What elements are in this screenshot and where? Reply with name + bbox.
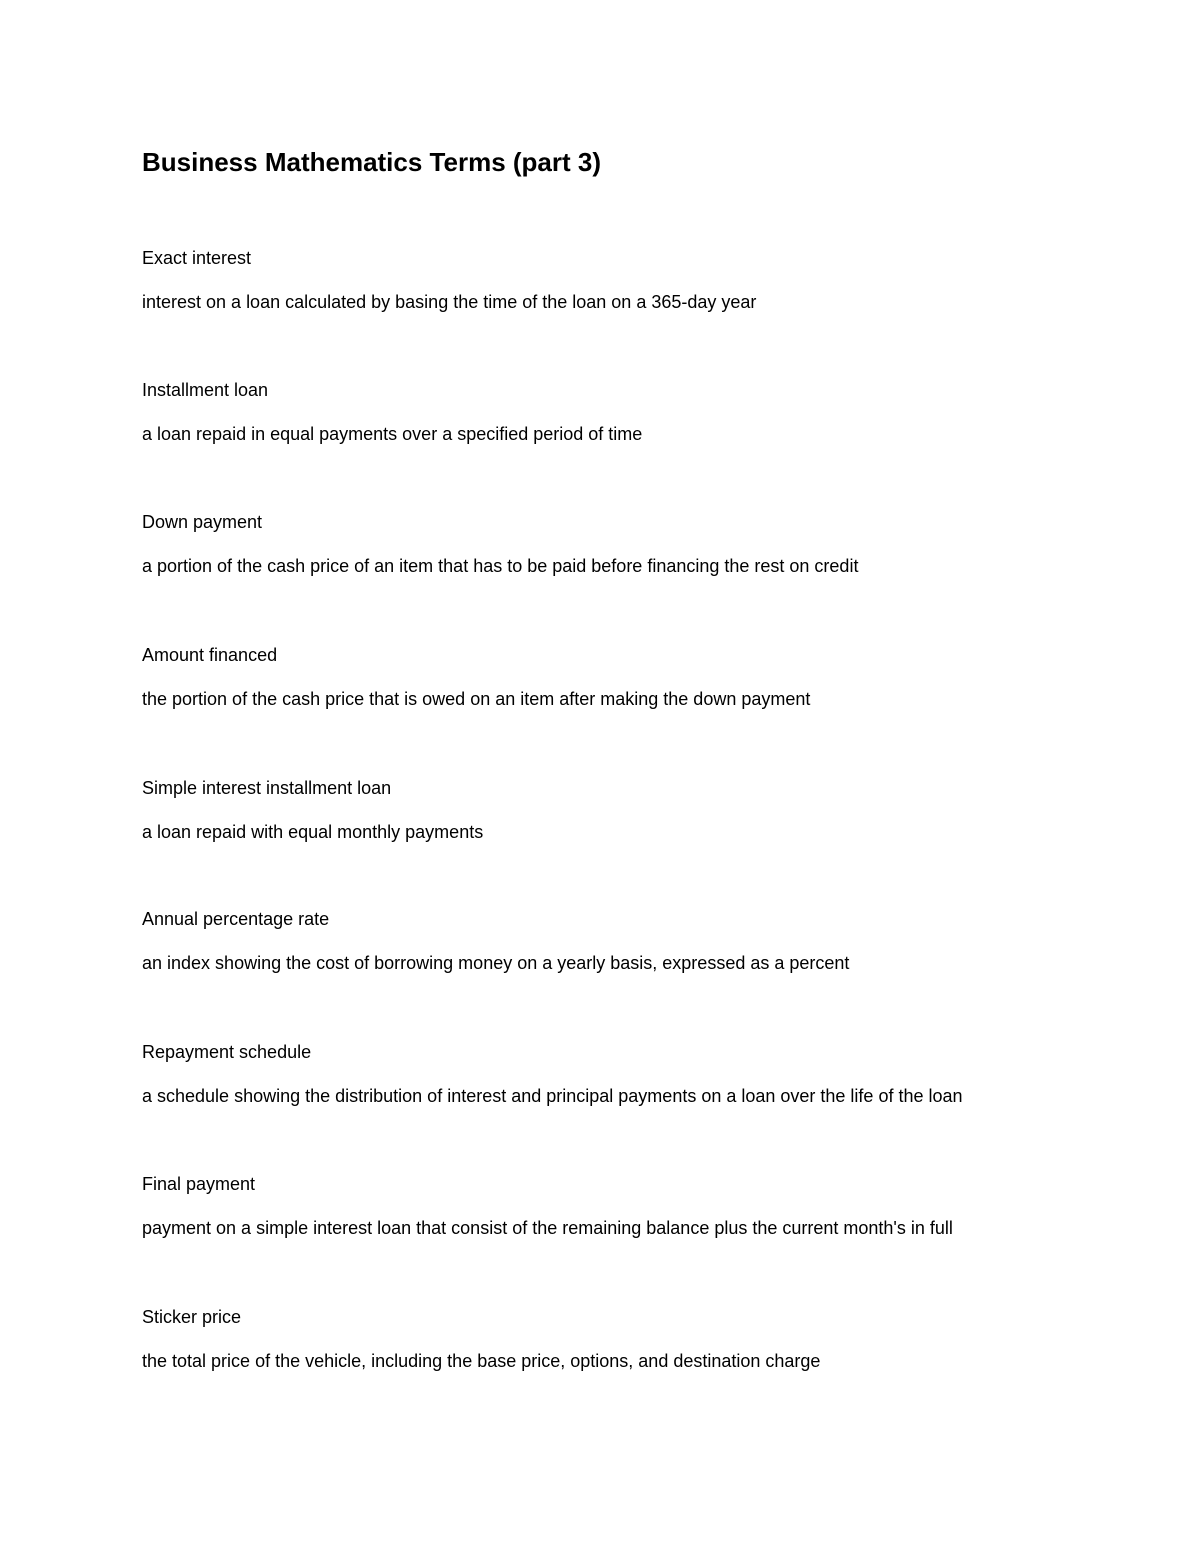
term-entry-sticker-price	[142, 1305, 1142, 1373]
term-definition: an index showing the cost of borrowing money on a yearly basis, expressed as a percent	[142, 953, 850, 973]
term-definition: the portion of the cash price that is owed on an item after making the down payment	[142, 689, 811, 709]
term-name: Exact interest	[142, 248, 252, 268]
term-definition: a portion of the cash price of an item that has to be paid before financing the rest on credit	[142, 556, 859, 576]
term-entry-amount-financed	[142, 643, 1142, 711]
term-name: Simple interest installment loan	[142, 778, 392, 798]
term-definition: a schedule showing the distribution of interest and principal payments on a loan over the life of the loan	[142, 1086, 963, 1106]
term-entry-down-payment	[142, 510, 1142, 578]
term-definition: the total price of the vehicle, including the base price, options, and destination charge	[142, 1351, 821, 1371]
term-entry-simple-interest-installment-loan	[142, 776, 1142, 844]
term-definition: payment on a simple interest loan that consist of the remaining balance plus the current month's in full	[142, 1218, 953, 1238]
term-entry-annual-percentage-rate	[142, 907, 1142, 975]
term-definition: a loan repaid in equal payments over a specified period of time	[142, 424, 643, 444]
term-entry-exact-interest	[142, 246, 1142, 314]
term-entry-repayment-schedule	[142, 1040, 1142, 1108]
term-name: Down payment	[142, 512, 263, 532]
term-name: Annual percentage rate	[142, 909, 330, 929]
term-name: Installment loan	[142, 380, 269, 400]
document-title: Business Mathematics Terms (part 3)	[142, 147, 601, 177]
term-name: Sticker price	[142, 1307, 242, 1327]
term-name: Final payment	[142, 1174, 256, 1194]
term-entry-installment-loan	[142, 378, 1142, 446]
term-name: Repayment schedule	[142, 1042, 312, 1062]
term-name: Amount financed	[142, 645, 278, 665]
term-definition: a loan repaid with equal monthly payments	[142, 822, 484, 842]
term-definition: interest on a loan calculated by basing the time of the loan on a 365-day year	[142, 292, 757, 312]
term-entry-final-payment	[142, 1172, 1142, 1240]
